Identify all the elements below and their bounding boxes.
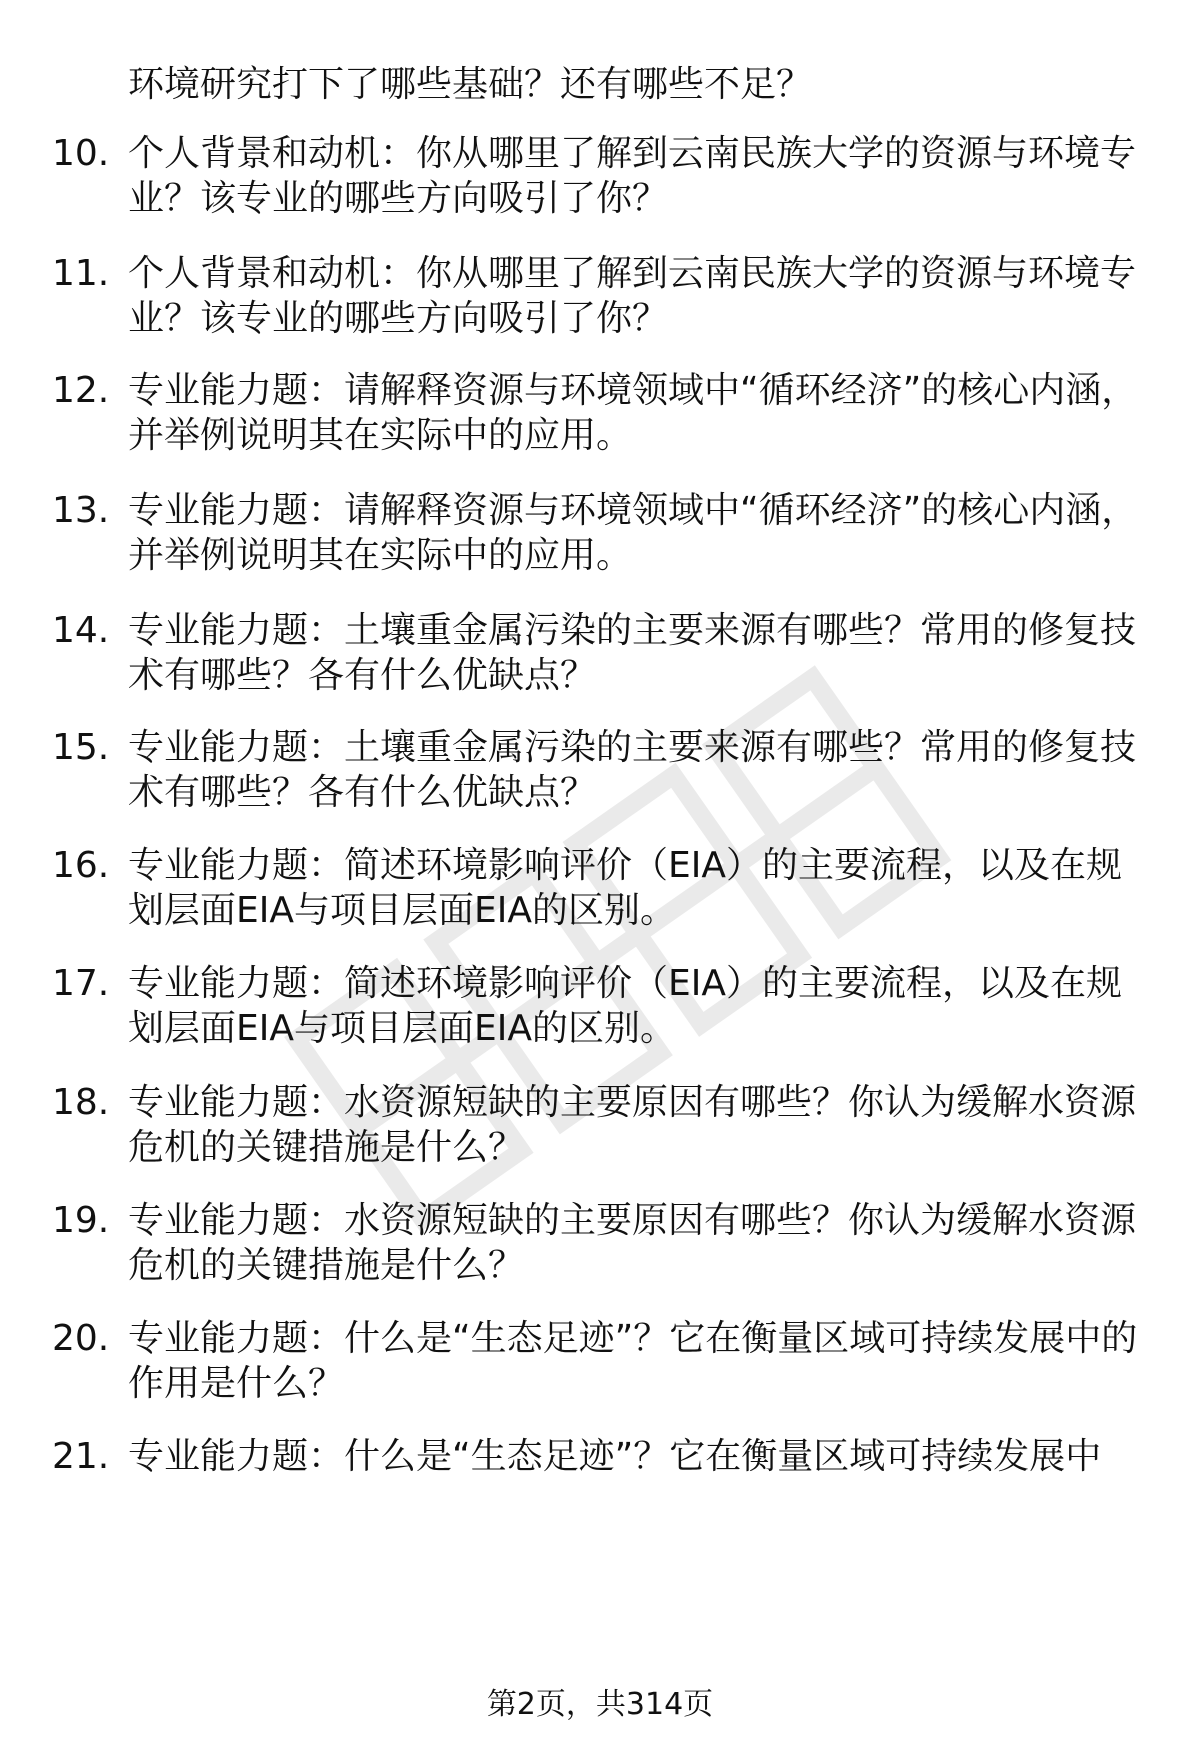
item-number: 14. [52, 610, 110, 651]
item-number: 12. [52, 370, 110, 411]
item-number: 18. [52, 1082, 110, 1123]
list-item [52, 488, 1152, 578]
item-text: 专业能力题：请解释资源与环境领域中“循环经济”的核心内涵，并举例说明其在实际中的应用。 [128, 370, 1138, 456]
item-text: 专业能力题：水资源短缺的主要原因有哪些？你认为缓解水资源危机的关键措施是什么？ [128, 1082, 1137, 1168]
item-text: 专业能力题：简述环境影响评价（EIA）的主要流程，以及在规划层面EIA与项目层面EIA的区别。 [128, 845, 1122, 931]
item-number: 17. [52, 963, 110, 1004]
list-item [52, 1198, 1152, 1288]
item-text: 专业能力题：水资源短缺的主要原因有哪些？你认为缓解水资源危机的关键措施是什么？ [128, 1200, 1137, 1286]
item-text: 专业能力题：简述环境影响评价（EIA）的主要流程，以及在规划层面EIA与项目层面EIA的区别。 [128, 963, 1122, 1049]
item-number: 10. [52, 133, 110, 174]
list-item [52, 608, 1152, 698]
item-text: 专业能力题：什么是“生态足迹”？它在衡量区域可持续发展中的作用是什么？ [128, 1318, 1138, 1404]
continued-question-text: 环境研究打下了哪些基础？还有哪些不足？ [128, 64, 813, 105]
list-item [52, 251, 1152, 341]
list-item [52, 1434, 1152, 1479]
list-item [52, 1080, 1152, 1170]
list-item [52, 961, 1152, 1051]
list-item [52, 368, 1152, 458]
item-number: 15. [52, 727, 110, 768]
list-item [52, 1316, 1152, 1406]
list-item [52, 131, 1152, 221]
item-number: 11. [52, 253, 110, 294]
item-text: 个人背景和动机：你从哪里了解到云南民族大学的资源与环境专业？该专业的哪些方向吸引了你？ [128, 133, 1137, 219]
item-number: 16. [52, 845, 110, 886]
item-number: 21. [52, 1436, 110, 1477]
item-number: 19. [52, 1200, 110, 1241]
list-item [52, 843, 1152, 933]
item-number: 13. [52, 490, 110, 531]
item-text: 专业能力题：土壤重金属污染的主要来源有哪些？常用的修复技术有哪些？各有什么优缺点？ [128, 727, 1137, 813]
item-text: 专业能力题：请解释资源与环境领域中“循环经济”的核心内涵，并举例说明其在实际中的应用。 [128, 490, 1138, 576]
page-number: 第2页，共314页 [486, 1687, 714, 1722]
item-number: 20. [52, 1318, 110, 1359]
list-item [52, 725, 1152, 815]
item-text: 个人背景和动机：你从哪里了解到云南民族大学的资源与环境专业？该专业的哪些方向吸引了你？ [128, 253, 1137, 339]
item-text: 专业能力题：什么是“生态足迹”？它在衡量区域可持续发展中 [128, 1436, 1102, 1477]
item-text: 专业能力题：土壤重金属污染的主要来源有哪些？常用的修复技术有哪些？各有什么优缺点？ [128, 610, 1137, 696]
